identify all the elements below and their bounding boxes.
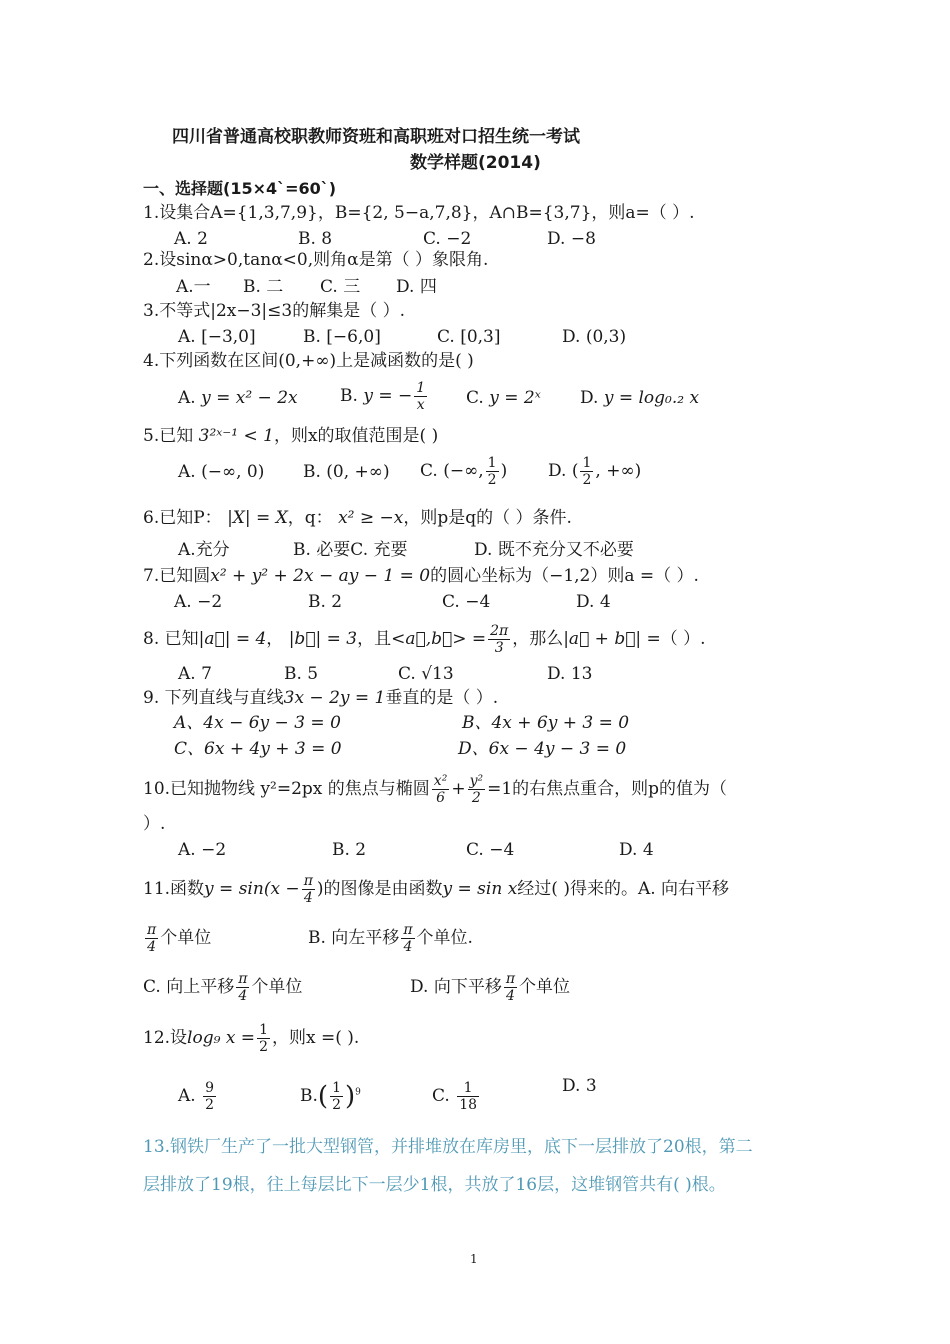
q4-option-b-fraction: $\frac{1}{x}$: [416, 380, 426, 413]
q8-angle: <a⃗,b⃗> =: [391, 629, 487, 649]
q4-option-c-expr: y = 2ˣ: [489, 388, 541, 408]
q6-p-expr: |X| = X: [227, 508, 288, 528]
q5-stem: 5.已知 3²ˣ⁻¹ < 1，则x的取值范围是( ): [143, 426, 439, 446]
q11-func-expr: y = sin(x −: [204, 879, 300, 899]
q11-option-a-fraction: $\frac{\pi}{4}$: [147, 922, 157, 955]
q11-option-b: B. 向左平移 $\frac{\pi}{4}$ 个单位.: [308, 922, 473, 955]
q2-option-d: D. 四: [396, 277, 437, 297]
q3-option-c: C. [0,3]: [437, 327, 501, 347]
q3-option-d: D. (0,3): [562, 327, 627, 347]
q11-option-b-fraction: $\frac{\pi}{4}$: [403, 922, 413, 955]
q1-stem: 1.设集合A={1,3,7,9}，B={2, 5−a,7,8}，A∩B={3,7}，则a=（ ）.: [143, 203, 695, 223]
exam-subtitle: 数学样题(2014): [410, 153, 541, 173]
page-number: 1: [470, 1252, 478, 1266]
q12-option-c-fraction: $\frac{1}{18}$: [459, 1080, 478, 1113]
q2-option-c: C. 三: [320, 277, 361, 297]
q5-option-d-fraction: $\frac{1}{2}$: [582, 455, 592, 488]
q10-option-d: D. 4: [619, 840, 654, 860]
q10-option-c: C. −4: [466, 840, 515, 860]
exam-title: 四川省普通高校职教师资班和高职班对口招生统一考试: [172, 127, 580, 147]
q4-option-c: C. y = 2ˣ: [466, 388, 541, 408]
q11-option-a-tail: $\frac{\pi}{4}$ 个单位: [147, 922, 212, 955]
q7-option-a: A. −2: [174, 592, 223, 612]
q8-option-d: D. 13: [547, 664, 593, 684]
q12-option-b-fraction: $\frac{1}{2}$: [332, 1080, 341, 1113]
q9-option-d: D、6x − 4y − 3 = 0: [458, 739, 627, 759]
q6-stem: 6.已知P： |X| = X，q： x² ≥ −x，则p是q的（ ）条件.: [143, 508, 572, 528]
q9-expr: 3x − 2y = 1: [283, 688, 386, 708]
q13-line-1: 13.钢铁厂生产了一批大型钢管，并排堆放在库房里，底下一层排放了20根，第二: [143, 1137, 753, 1157]
q11-option-d: D. 向下平移 $\frac{\pi}{4}$ 个单位: [410, 971, 571, 1004]
q12-half-fraction: $\frac{1}{2}$: [259, 1022, 268, 1055]
q6-option-a: A.充分: [178, 540, 230, 560]
q8-angle-fraction: $\frac{2\pi}{3}$: [490, 623, 509, 656]
q5-option-d: D. ( $\frac{1}{2}$ , +∞): [548, 455, 642, 488]
q2-stem: 2.设sinα>0,tanα<0,则角α是第（ ）象限角.: [143, 250, 489, 270]
q3-option-b: B. [−6,0]: [303, 327, 381, 347]
q5-option-c-fraction: $\frac{1}{2}$: [487, 455, 497, 488]
q9-option-c: C、6x + 4y + 3 = 0: [174, 739, 342, 759]
q2-option-b: B. 二: [243, 277, 284, 297]
q10-ellipse-x-fraction: $\frac{\text{x²}}{6}$: [433, 773, 448, 806]
q4-option-a: A. y = x² − 2x: [178, 388, 298, 408]
q10-stem-continuation: ）.: [143, 814, 166, 834]
q9-option-a: A、4x − 6y − 3 = 0: [174, 713, 341, 733]
q2-option-a: A.一: [176, 277, 211, 297]
q5-option-b: B. (0, +∞): [303, 462, 390, 482]
q8-stem: 8. 已知|a⃗| = 4， |b⃗| = 3，且<a⃗,b⃗> = $\frac{2\pi}{3}$ ，那么|a⃗ + b⃗| =（ ）.: [143, 623, 706, 656]
q10-option-a: A. −2: [178, 840, 227, 860]
q7-expr: x² + y² + 2x − ay − 1 = 0: [210, 566, 431, 586]
section-heading: 一、选择题(15×4`=60`): [143, 179, 337, 198]
q11-base-func: y = sin x: [442, 879, 518, 899]
q9-option-b: B、4x + 6y + 3 = 0: [462, 713, 630, 733]
q8-b-magnitude: |b⃗| = 3: [288, 629, 358, 649]
q1-option-c: C. −2: [423, 229, 472, 249]
q11-option-c: C. 向上平移 $\frac{\pi}{4}$ 个单位: [143, 971, 303, 1004]
q8-option-b: B. 5: [284, 664, 319, 684]
q4-option-d-expr: y = log₀.₂ x: [603, 388, 700, 408]
q13-line-2: 层排放了19根，往上每层比下一层少1根，共放了16层，这堆钢管共有( )根。: [143, 1175, 726, 1195]
q4-option-d: D. y = log₀.₂ x: [580, 388, 700, 408]
q4-option-b-expr: y = −: [363, 386, 413, 406]
q11-pi-fraction: $\frac{\pi}{4}$: [303, 873, 313, 906]
q3-option-a: A. [−3,0]: [178, 327, 256, 347]
q7-option-b: B. 2: [308, 592, 343, 612]
q12-option-b: B.( $\frac{1}{2}$ )$^9$: [300, 1080, 361, 1113]
q4-stem: 4.下列函数在区间(0,+∞)上是减函数的是( ): [143, 351, 474, 371]
q10-option-b: B. 2: [332, 840, 367, 860]
q11-option-c-fraction: $\frac{\pi}{4}$: [238, 971, 248, 1004]
q10-ellipse-y-fraction: $\frac{\text{y²}}{2}$: [469, 773, 484, 806]
q6-option-b: B. 必要C. 充要: [293, 540, 408, 560]
q12-log-expr: log₉ x =: [187, 1028, 256, 1048]
q5-expr: 3²ˣ⁻¹ < 1: [198, 426, 274, 446]
q8-sum-magnitude: |a⃗ + b⃗| =: [563, 629, 661, 649]
q5-option-c: C. (−∞, $\frac{1}{2}$ ): [420, 455, 508, 488]
q7-stem: 7.已知圆x² + y² + 2x − ay − 1 = 0的圆心坐标为（−1,2）则a =（ ）.: [143, 566, 699, 586]
q3-stem: 3.不等式|2x−3|≤3的解集是（ ）.: [143, 301, 406, 321]
q12-option-d: D. 3: [562, 1076, 597, 1096]
q1-option-b: B. 8: [298, 229, 333, 249]
q1-option-a: A. 2: [174, 229, 208, 249]
q7-option-c: C. −4: [442, 592, 491, 612]
q11-stem: 11.函数y = sin(x − $\frac{\pi}{4}$ )的图像是由函数y = sin x经过( )得来的。A. 向右平移: [143, 873, 730, 906]
q8-option-c: C. √13: [398, 664, 454, 684]
q5-option-a: A. (−∞, 0): [178, 462, 265, 482]
q12-option-a-fraction: $\frac{9}{2}$: [205, 1080, 215, 1113]
q6-q-expr: x² ≥ −x: [338, 508, 404, 528]
q1-option-d: D. −8: [547, 229, 596, 249]
q12-option-c: C. $\frac{1}{18}$: [432, 1080, 478, 1113]
q10-stem: 10.已知抛物线 y²=2px 的焦点与椭圆 $\frac{\text{x²}}{6}$ + $\frac{\text{y²}}{2}$ =1的右焦点重合，则p的值为（: [143, 773, 728, 806]
q9-stem: 9. 下列直线与直线3x − 2y = 1垂直的是（ ）.: [143, 688, 499, 708]
q12-option-b-exponent: 9: [355, 1087, 361, 1098]
q4-option-b: B. y = − $\frac{1}{x}$: [340, 380, 426, 413]
q11-option-d-fraction: $\frac{\pi}{4}$: [505, 971, 516, 1004]
q4-option-a-expr: y = x² − 2x: [201, 388, 298, 408]
q8-a-magnitude: |a⃗| = 4: [198, 629, 267, 649]
q12-stem: 12.设log₉ x = $\frac{1}{2}$ ，则x =( ).: [143, 1022, 360, 1055]
q6-option-d: D. 既不充分又不必要: [474, 540, 634, 560]
q8-option-a: A. 7: [178, 664, 212, 684]
q12-option-a: A. $\frac{9}{2}$: [178, 1080, 215, 1113]
q7-option-d: D. 4: [576, 592, 611, 612]
